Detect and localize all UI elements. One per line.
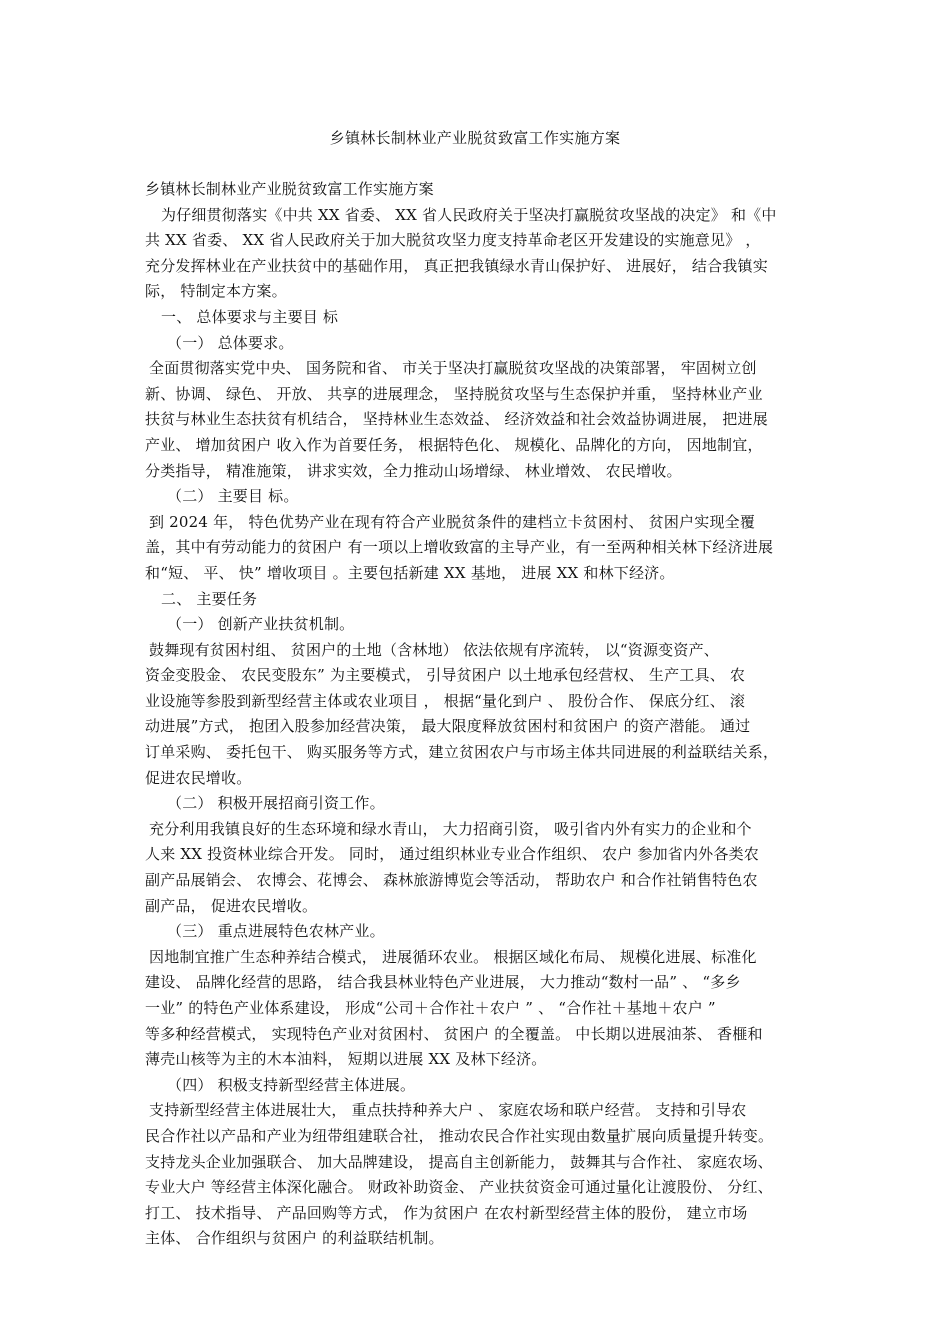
- paragraph-line: 充分发挥林业在产业扶贫中的基础作用， 真正把我镇绿水青山保护好、 进展好， 结合我镇实: [145, 256, 768, 275]
- paragraph-line: 副产品展销会、 农博会、花博会、 森林旅游博览会等活动， 帮助农户 和合作社销售特色农: [145, 871, 758, 890]
- paragraph-line: 盖，其中有劳动能力的贫困户 有一项以上增收致富的主导产业，有一至两种相关林下经济进展: [145, 538, 774, 557]
- paragraph-line: 一业” 的特色产业体系建设， 形成“公司＋合作社＋农户 ” 、 “合作社＋基地＋农户 ”: [145, 999, 716, 1017]
- paragraph-line: 等多种经营模式， 实现特色产业对贫困村、 贫困户 的全覆盖。 中长期以进展油茶、 香榧和: [145, 1024, 763, 1043]
- paragraph-line: 业设施等参股到新型经营主体或农业项目 ， 根据“量化到户 、 股份合作、 保底分红、 滚: [145, 691, 746, 710]
- subsection-heading: （一） 创新产业扶贫机制。: [167, 615, 355, 634]
- paragraph-line: 际， 特制定本方案。: [145, 282, 287, 301]
- paragraph-line: 为仔细贯彻落实《中共 XX 省委、 XX 省人民政府关于坚决打赢脱贫攻坚战的决定》 和《中: [161, 205, 777, 224]
- subsection-heading: （一） 总体要求。: [167, 333, 294, 352]
- paragraph-line: 主体、 合作组织与贫困户 的利益联结机制。: [145, 1229, 444, 1248]
- paragraph-line: 共 XX 省委、 XX 省人民政府关于加大脱贫攻坚力度支持革命老区开发建设的实施意见》 ，: [145, 231, 761, 250]
- paragraph-line: 充分利用我镇良好的生态环境和绿水青山， 大力招商引资， 吸引省内外有实力的企业和个: [149, 819, 752, 838]
- paragraph-line: 全面贯彻落实党中央、 国务院和省、 市关于坚决打赢脱贫攻坚战的决策部署， 牢固树立创: [149, 359, 757, 378]
- paragraph-line: 和“短、 平、 快” 增收项目 。主要包括新建 XX 基地， 进展 XX 和林下经济。: [145, 563, 675, 582]
- subsection-heading: （二） 积极开展招商引资工作。: [167, 794, 385, 813]
- paragraph-line: 分类指导， 精准施策， 讲求实效，全力推动山场增绿、 林业增效、 农民增收。: [145, 461, 682, 480]
- section-heading: 一、 总体要求与主要目 标: [161, 307, 339, 326]
- paragraph-line: 人来 XX 投资林业综合开发。 同时， 通过组织林业专业合作组织、 农户 参加省内外各类农: [145, 845, 759, 864]
- paragraph-line: 建设、 品牌化经营的思路， 结合我县林业特色产业进展， 大力推动“数村一品” 、 “多乡: [145, 973, 741, 992]
- body-heading: 乡镇林长制林业产业脱贫致富工作实施方案: [145, 180, 434, 198]
- section-heading: 二、 主要任务: [161, 589, 258, 608]
- document-title: 乡镇林长制林业产业脱贫致富工作实施方案: [329, 129, 621, 147]
- paragraph-line: 支持新型经营主体进展壮大， 重点扶持种养大户 、 家庭农场和联户经营。 支持和引导农: [149, 1101, 747, 1120]
- subsection-heading: （二） 主要目 标。: [167, 487, 299, 506]
- paragraph-line: 动进展”方式， 抱团入股参加经营决策， 最大限度释放贫困村和贫困户 的资产潜能。 通过: [145, 717, 751, 736]
- paragraph-line: 新、协调、 绿色、 开放、 共享的进展理念， 坚持脱贫攻坚与生态保护并重， 坚持林业产业: [145, 384, 763, 403]
- paragraph-line: 订单采购、 委托包干、 购买服务等方式，建立贫困农户与市场主体共同进展的利益联结关系，: [145, 743, 779, 762]
- paragraph-line: 资金变股金、 农民变股东” 为主要模式， 引导贫困户 以土地承包经营权、 生产工具、 农: [145, 666, 746, 685]
- subsection-heading: （三） 重点进展特色农林产业。: [167, 922, 385, 941]
- paragraph-line: 支持龙头企业加强联合、 加大品牌建设， 提高自主创新能力， 鼓舞其与合作社、 家庭农场、: [145, 1152, 773, 1171]
- paragraph-line: 薄壳山核等为主的木本油料， 短期以进展 XX 及林下经济。: [145, 1050, 547, 1069]
- paragraph-line: 到 2024 年， 特色优势产业在现有符合产业脱贫条件的建档立卡贫困村、 贫困户实现全覆: [149, 512, 756, 531]
- paragraph-line: 产业、 增加贫困户 收入作为首要任务， 根据特色化、 规模化、品牌化的方向， 因地制宜，: [145, 435, 763, 454]
- paragraph-line: 鼓舞现有贫困村组、 贫困户的土地（含林地） 依法依规有序流转， 以“资源变资产、: [149, 640, 719, 659]
- paragraph-line: 专业大户 等经营主体深化融合。 财政补助资金、 产业扶贫资金可通过量化让渡股份、 分红、: [145, 1178, 773, 1197]
- paragraph-line: 扶贫与林业生态扶贫有机结合， 坚持林业生态效益、 经济效益和社会效益协调进展， 把进展: [145, 410, 768, 429]
- paragraph-line: 副产品， 促进农民增收。: [145, 896, 318, 915]
- paragraph-line: 打工、 技术指导、 产品回购等方式， 作为贫困户 在农村新型经营主体的股份， 建立市场: [145, 1203, 748, 1222]
- subsection-heading: （四） 积极支持新型经营主体进展。: [167, 1075, 416, 1094]
- paragraph-line: 促进农民增收。: [145, 768, 252, 787]
- paragraph-line: 民合作社以产品和产业为纽带组建联合社， 推动农民合作社实现由数量扩展向质量提升转变。: [145, 1126, 774, 1145]
- paragraph-line: 因地制宜推广生态种养结合模式， 进展循环农业。 根据区域化布局、 规模化进展、标准化: [149, 947, 757, 966]
- document-body: [145, 177, 815, 1252]
